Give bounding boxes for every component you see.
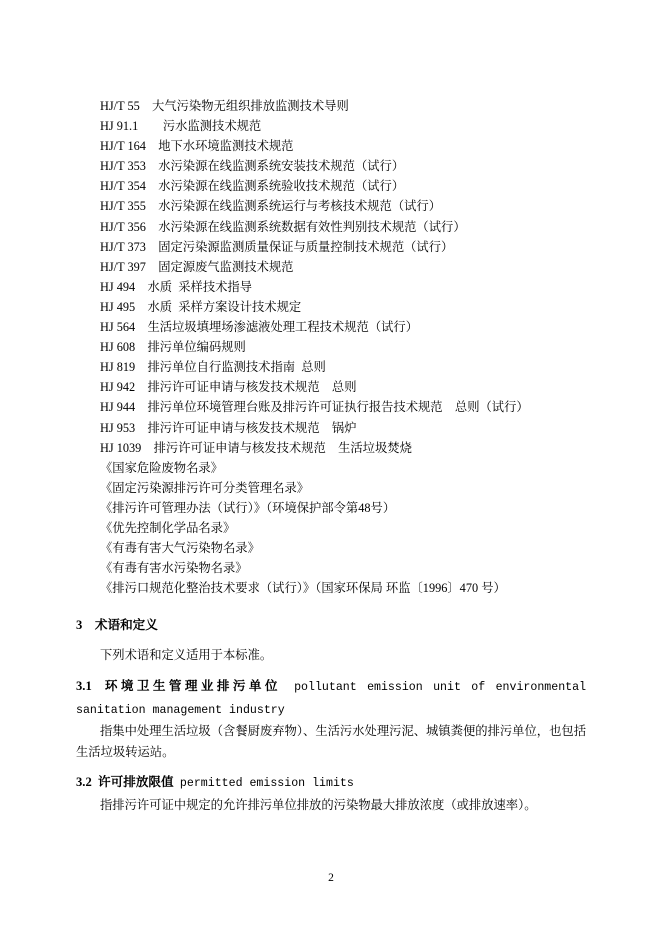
list-item: HJ 494 水质 采样技术指导 (100, 279, 253, 294)
term-number: 3.1 (76, 678, 92, 693)
term-heading-3-1 (76, 676, 586, 721)
term-body-3-2: 指排污许可证中规定的允许排污单位排放的污染物最大排放浓度（或排放速率）。 (100, 797, 537, 812)
section-heading: 3 术语和定义 (76, 618, 158, 633)
list-item: HJ 953 排污许可证申请与核发技术规范 锅炉 (100, 420, 357, 435)
list-item: HJ/T 354 水污染源在线监测系统验收技术规范（试行） (100, 179, 405, 194)
list-item: HJ 819 排污单位自行监测技术指南 总则 (100, 360, 326, 375)
term-number: 3.2 (76, 775, 92, 790)
list-item: HJ 495 水质 采样方案设计技术规定 (100, 299, 302, 314)
referenced-standards-list (76, 96, 586, 598)
list-item: HJ 91.1 污水监测技术规范 (100, 119, 262, 134)
list-item: HJ 564 生活垃圾填埋场渗滤液处理工程技术规范（试行） (100, 320, 419, 335)
list-item: HJ/T 397 固定源废气监测技术规范 (100, 259, 294, 274)
list-item: HJ/T 356 水污染源在线监测系统数据有效性判别技术规范（试行） (100, 219, 466, 234)
list-item: HJ 1039 排污许可证申请与核发技术规范 生活垃圾焚烧 (100, 440, 412, 455)
list-item: 《排污许可管理办法（试行）》（环境保护部令第48号） (100, 500, 396, 515)
term-heading-3-2 (76, 772, 586, 795)
list-item: HJ/T 55 大气污染物无组织排放监测技术导则 (100, 99, 349, 113)
list-item: HJ 944 排污单位环境管理台账及排污许可证执行报告技术规范 总则（试行） (100, 400, 529, 415)
list-item: 《优先控制化学品名录》 (100, 520, 236, 535)
list-item: HJ/T 353 水污染源在线监测系统安装技术规范（试行） (100, 159, 405, 174)
section-intro-text: 下列术语和定义适用于本标准。 (100, 648, 273, 663)
section-terms-and-definitions (76, 615, 586, 815)
list-item: HJ/T 164 地下水环境监测技术规范 (100, 139, 294, 154)
list-item: 《固定污染源排污许可分类管理名录》 (100, 480, 310, 495)
term-body-3-1: 指集中处理生活垃圾（含餐厨废弃物）、生活污水处理污泥、城镇粪便的排污单位，也包括生活垃圾转运站。 (76, 724, 586, 759)
list-item: 《国家危险废物名录》 (100, 460, 223, 475)
term-title-cn: 环境卫生管理业排污单位 (104, 678, 281, 693)
term-title-cn: 许可排放限值 (98, 775, 174, 790)
term-title-en: pollutant emission unit of environmental sanitation management industry (76, 680, 587, 717)
list-item: HJ 942 排污许可证申请与核发技术规范 总则 (100, 380, 357, 395)
list-item: 《排污口规范化整治技术要求（试行）》（国家环保局 环监〔1996〕470 号） (100, 581, 506, 596)
page-number: 2 (328, 872, 334, 884)
list-item: HJ 608 排污单位编码规则 (100, 340, 246, 355)
term-title-en: permitted emission limits (179, 777, 354, 791)
list-item: 《有毒有害水污染物名录》 (100, 561, 248, 576)
list-item: 《有毒有害大气污染物名录》 (100, 541, 260, 556)
list-item: HJ/T 355 水污染源在线监测系统运行与考核技术规范（试行） (100, 199, 442, 214)
list-item: HJ/T 373 固定污染源监测质量保证与质量控制技术规范（试行） (100, 239, 454, 254)
